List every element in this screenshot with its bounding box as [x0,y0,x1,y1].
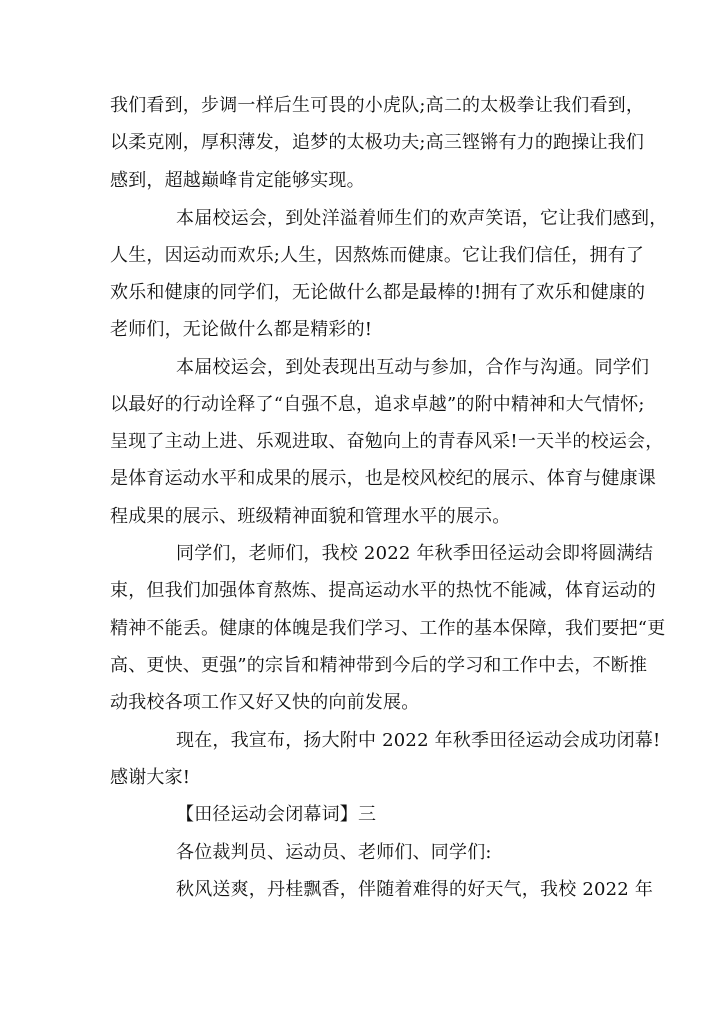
paragraph-first-line: 本届校运会，到处洋溢着师生们的欢声笑语，它让我们感到， [176,208,668,229]
section-heading: 【田径运动会闭幕词】三 [176,804,377,825]
paragraph-first-line: 现在，我宣布，扬大附中 2022 年秋季田径运动会成功闭幕! [176,730,661,751]
text-line: 老师们，无论做什么都是精彩的! [110,319,373,340]
text-line: 呈现了主动上进、乐观进取、奋勉向上的青春风采!一天半的校运会， [110,431,664,452]
text-line: 以最好的行动诠释了“自强不息，追求卓越”的附中精神和大气情怀; [110,394,645,415]
text-line: 人生，因运动而欢乐;人生，因熬炼而健康。它让我们信任，拥有了 [110,245,645,266]
paragraph-first-line: 同学们，老师们，我校 2022 年秋季田径运动会即将圆满结 [176,543,654,564]
text-line: 高、更快、更强”的宗旨和精神带到今后的学习和工作中去，不断推 [110,655,648,676]
paragraph-first-line: 本届校运会，到处表现出互动与参加，合作与沟通。同学们 [176,357,650,378]
text-line: 动我校各项工作又好又快的向前发展。 [110,692,420,713]
paragraph-first-line: 秋风送爽，丹桂飘香，伴随着难得的好天气，我校 2022 年 [176,879,654,900]
salutation: 各位裁判员、运动员、老师们、同学们: [176,842,492,863]
text-line: 精神不能丢。健康的体魄是我们学习、工作的基本保障，我们要把“更 [110,618,666,639]
text-line: 程成果的展示、班级精神面貌和管理水平的展示。 [110,506,511,527]
text-line: 感谢大家! [110,767,191,788]
text-line: 我们看到，步调一样后生可畏的小虎队;高二的太极拳让我们看到， [110,95,645,116]
text-line: 是体育运动水平和成果的展示，也是校风校纪的展示、体育与健康课 [110,468,656,489]
text-line: 感到，超越巅峰肯定能够实现。 [110,170,365,191]
text-line: 以柔克刚，厚积薄发，追梦的太极功夫;高三铿锵有力的跑操让我们 [110,132,645,153]
text-line: 欢乐和健康的同学们，无论做什么都是最棒的!拥有了欢乐和健康的 [110,282,646,303]
text-line: 束，但我们加强体育熬炼、提高运动水平的热忱不能减，体育运动的 [110,580,656,601]
